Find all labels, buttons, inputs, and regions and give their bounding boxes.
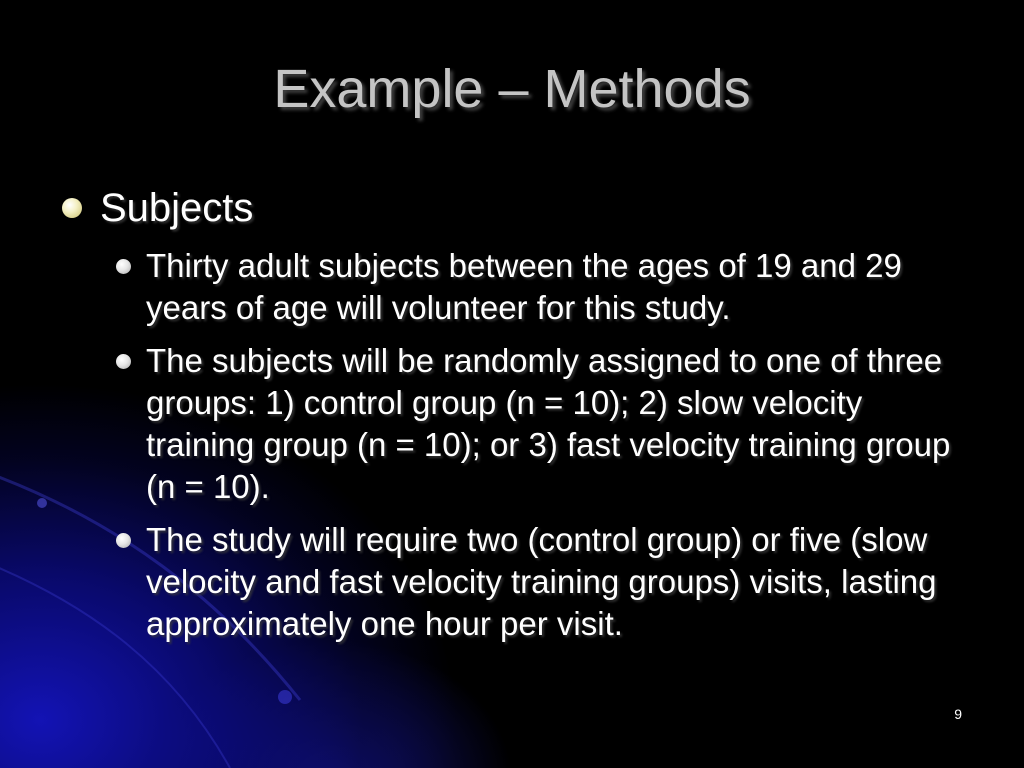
sub-bullet-dot-icon [116, 259, 131, 274]
sub-bullet-text: Thirty adult subjects between the ages of 19 and 29 years of age will volunteer for this study. [146, 247, 902, 326]
sub-bullet-dot-icon [116, 533, 131, 548]
sub-bullet-item [116, 519, 976, 645]
sub-bullet-text: The study will require two (control group) or five (slow velocity and fast velocity training groups) visits, lasting approximately one hour per visit. [146, 521, 937, 642]
sub-bullet-text: The subjects will be randomly assigned to one of three groups: 1) control group (n = 10); 2) slow velocity training group (n = 10); or 3) fast velocity training group (n = 10). [146, 342, 951, 505]
page-number: 9 [954, 706, 962, 722]
sub-bullet-list [116, 245, 976, 656]
sub-bullet-item [116, 340, 976, 508]
bullet-dot-icon [62, 198, 82, 218]
slide-title: Example – Methods [273, 59, 751, 119]
sub-bullet-dot-icon [116, 354, 131, 369]
bullet-subjects [62, 186, 253, 230]
bullet-text: Subjects [100, 186, 254, 230]
sub-bullet-item [116, 245, 976, 329]
